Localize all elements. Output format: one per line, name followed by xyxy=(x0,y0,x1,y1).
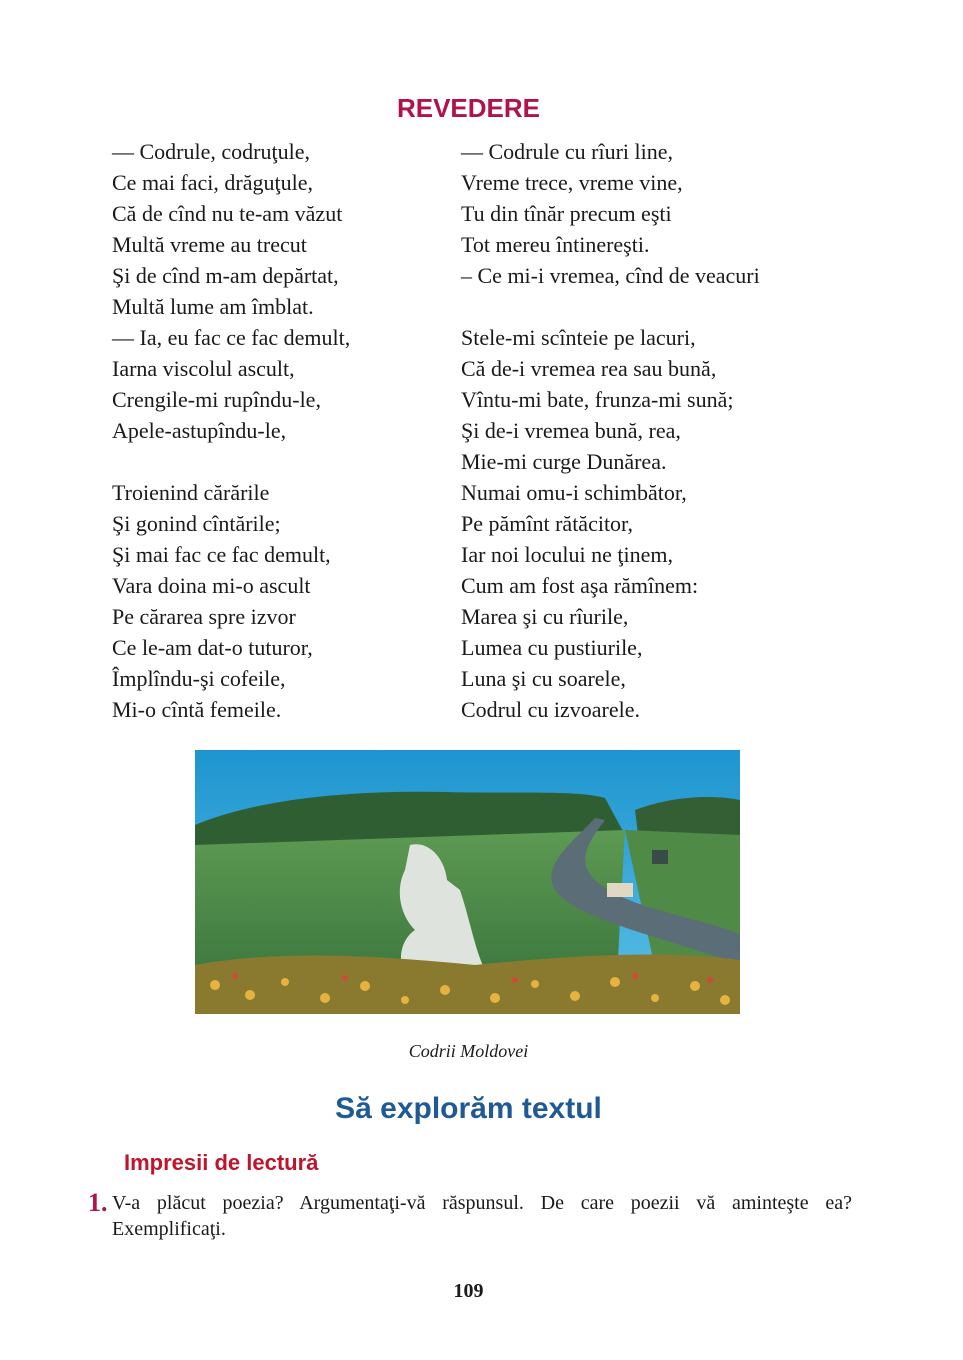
poem-line: — Codrule, codruţule, xyxy=(112,139,310,164)
poem-line: Luna şi cu soarele, xyxy=(461,666,626,691)
poem-line: Crengile-mi rupîndu-le, xyxy=(112,387,321,412)
poem-column-left xyxy=(112,136,442,725)
poem-line: Stele-mi scînteie pe lacuri, xyxy=(461,325,696,350)
poem-line: Multă lume am îmblat. xyxy=(112,294,314,319)
poem-line: — Codrule cu rîuri line, xyxy=(461,139,674,164)
bus xyxy=(607,883,633,897)
poem-line: Împlîndu-şi cofeile, xyxy=(112,666,286,691)
poem-line: Iar noi locului ne ţinem, xyxy=(461,542,673,567)
photo-caption: Codrii Moldovei xyxy=(408,1041,529,1061)
poem-line: Numai omu-i schimbător, xyxy=(461,480,687,505)
poem-line: – Ce mi-i vremea, cînd de veacuri xyxy=(461,263,760,288)
poem-line: Că de-i vremea rea sau bună, xyxy=(461,356,717,381)
poem-column-right xyxy=(461,136,861,725)
poem-line xyxy=(112,446,442,477)
poem-line: Pe cărarea spre izvor xyxy=(112,604,296,629)
poem-line: Marea şi cu rîurile, xyxy=(461,604,629,629)
poem-line: Tu din tînăr precum eşti xyxy=(461,201,672,226)
photo-illustration xyxy=(195,750,740,1014)
poem-line: Lumea cu pustiurile, xyxy=(461,635,643,660)
poem-line: Iarna viscolul ascult, xyxy=(112,356,295,381)
truck xyxy=(652,850,668,864)
poem-line xyxy=(461,291,861,322)
landscape-photo xyxy=(195,750,740,1014)
poem-line: Şi de cînd m-am depărtat, xyxy=(112,263,339,288)
question-number: 1. xyxy=(88,1188,108,1217)
poem-line: Ce mai faci, drăguţule, xyxy=(112,170,313,195)
page-number: 109 xyxy=(453,1280,484,1302)
poem-title: REVEDERE xyxy=(396,93,541,123)
poem-line: Apele-astupîndu-le, xyxy=(112,418,287,443)
section-subtitle: Impresii de lectură xyxy=(124,1150,319,1175)
poem-line: Mi-o cîntă femeile. xyxy=(112,697,282,722)
poem-line: — Ia, eu fac ce fac demult, xyxy=(112,325,351,350)
poem-line: Vreme trece, vreme vine, xyxy=(461,170,683,195)
poem-line: Cum am fost aşa rămînem: xyxy=(461,573,699,598)
poem-line: Pe pămînt rătăcitor, xyxy=(461,511,634,536)
poem-line: Şi gonind cîntările; xyxy=(112,511,281,536)
section-title: Să explorăm textul xyxy=(335,1092,602,1125)
poem-line: Că de cînd nu te-am văzut xyxy=(112,201,343,226)
poem-line: Ce le-am dat-o tuturor, xyxy=(112,635,313,660)
poem-line: Vîntu-mi bate, frunza-mi sună; xyxy=(461,387,734,412)
question-text: V-a plăcut poezia? Argumentaţi-vă răspunsul. De care poezii vă aminteşte ea? Exemplificaţi. xyxy=(112,1192,852,1240)
poem-line: Şi mai fac ce fac demult, xyxy=(112,542,331,567)
poem-line: Vara doina mi-o ascult xyxy=(112,573,311,598)
poem-line: Codrul cu izvoarele. xyxy=(461,697,640,722)
poem-line: Tot mereu întinereşti. xyxy=(461,232,650,257)
poem-line: Multă vreme au trecut xyxy=(112,232,307,257)
poem-line: Şi de-i vremea bună, rea, xyxy=(461,418,681,443)
poem-line: Mie-mi curge Dunărea. xyxy=(461,449,667,474)
poem-line: Troienind cărările xyxy=(112,480,270,505)
